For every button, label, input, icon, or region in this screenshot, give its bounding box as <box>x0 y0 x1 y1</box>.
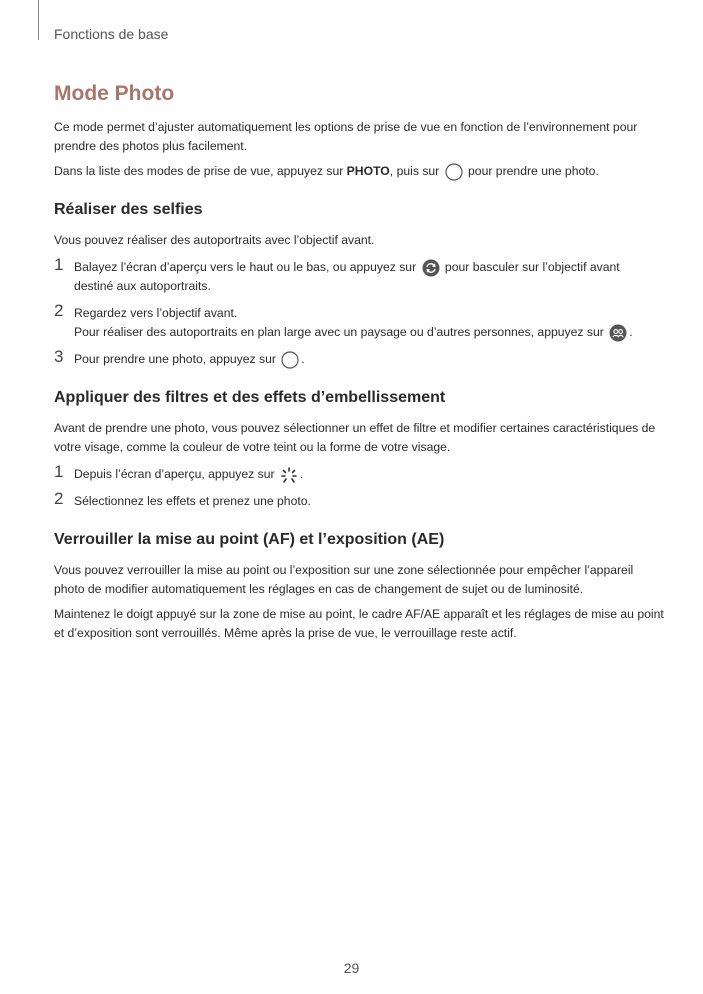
page-content <box>54 82 664 649</box>
step-number: 1 <box>54 462 64 481</box>
filter-step-2: 2 Sélectionnez les effets et prenez une photo. <box>54 489 311 508</box>
shutter-button-icon <box>281 351 299 369</box>
selfies-intro: Vous pouvez réaliser des autoportraits avec l’objectif avant. <box>54 233 375 247</box>
section-heading-filters: Appliquer des filtres et des effets d’embellissement <box>54 389 446 406</box>
selfie-step-1: 1 Balayez l’écran d’aperçu vers le haut ou le bas, ou appuyez sur pour basculer sur l’objectif avant destiné aux autoportraits. <box>54 255 620 293</box>
section-heading-selfies: Réaliser des selfies <box>54 201 203 218</box>
step-number: 3 <box>54 347 64 366</box>
selfie-step-2: 2 Regardez vers l’objectif avant. Pour réaliser des autoportraits en plan large avec un paysage ou d’autres personnes, appuyez sur . <box>54 304 664 342</box>
af-ae-paragraph-1: Vous pouvez verrouiller la mise au point ou l’exposition sur une zone sélectionnée pour empêcher l’appareil photo de modifier automatiquement les réglages en cas de changement de sujet ou de luminosité. <box>54 563 634 596</box>
filter-step-1: 1 Depuis l’écran d’aperçu, appuyez sur . <box>54 465 664 484</box>
filters-intro: Avant de prendre une photo, vous pouvez sélectionner un effet de filtre et modifier certaines caractéristiques de votre visage, comme la couleur de votre teint ou la forme de votre visage. <box>54 421 656 454</box>
step-number: 2 <box>54 489 64 508</box>
page-number: 29 <box>343 960 360 976</box>
filters-sparkle-icon <box>280 466 298 484</box>
selfie-step-3: 3 Pour prendre une photo, appuyez sur . <box>54 350 664 369</box>
intro-paragraph-1: Ce mode permet d’ajuster automatiquement les options de prise de vue en fonction de l’environnement pour prendre des photos plus facilement. <box>54 120 638 153</box>
wide-selfie-icon <box>609 324 627 342</box>
intro-paragraph-2: Dans la liste des modes de prise de vue, appuyez sur PHOTO, puis sur pour prendre une photo. <box>54 162 664 181</box>
margin-rule <box>38 0 39 40</box>
af-ae-paragraph-2: Maintenez le doigt appuyé sur la zone de mise au point, le cadre AF/AE apparaît et les réglages de mise au point et d’exposition sont verrouillés. Même après la prise de vue, le verrouillage reste actif. <box>54 607 664 640</box>
photo-mode-label: PHOTO <box>346 164 390 178</box>
page-title: Mode Photo <box>54 82 175 105</box>
step-number: 1 <box>54 255 64 274</box>
shutter-button-icon <box>445 163 463 181</box>
switch-camera-icon <box>422 259 440 277</box>
running-head: Fonctions de base <box>54 26 169 42</box>
step-number: 2 <box>54 301 64 320</box>
section-heading-af-ae: Verrouiller la mise au point (AF) et l’exposition (AE) <box>54 531 445 548</box>
